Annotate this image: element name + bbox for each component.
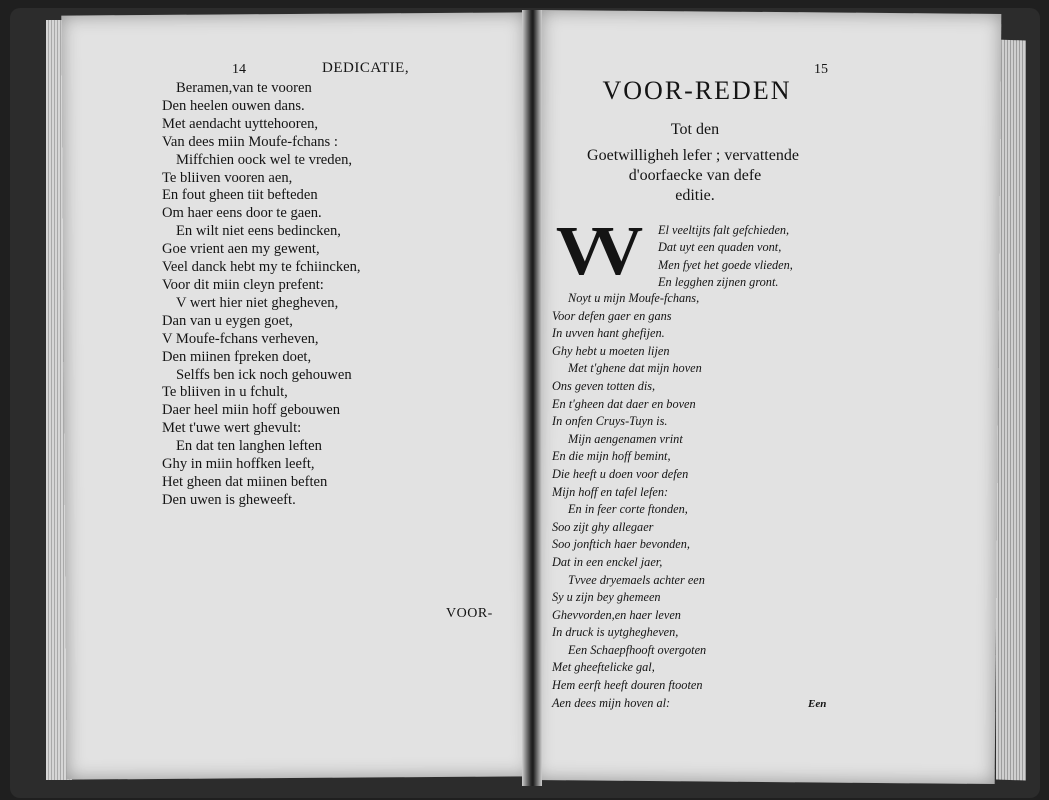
right-verse-line: Die heeft u doen voor defen [552, 466, 689, 481]
right-verse-line: In uvven hant ghefijen. [552, 326, 665, 341]
left-verse-line: Met t'uwe wert ghevult: [162, 420, 302, 437]
right-verse-line: Een Schaepfhooft overgoten [568, 642, 707, 657]
right-verse-line: En in feer corte ftonden, [568, 502, 688, 517]
right-verse-line: Mijn aengenamen vrint [568, 431, 683, 446]
right-verse-line: Soo zijt ghy allegaer [552, 519, 654, 534]
left-verse-line: Voor dit miin cleyn prefent: [162, 276, 324, 293]
left-verse-line: Den miinen fpreken doet, [162, 348, 312, 365]
left-verse-line: Miffchien oock wel te vreden, [176, 151, 353, 168]
left-verse-line: Om haer eens door te gaen. [162, 205, 322, 222]
left-verse-line: Veel danck hebt my te fchiincken, [162, 259, 361, 276]
right-verse-line: Tvvee dryemaels achter een [568, 572, 705, 587]
page-edges-right [996, 39, 1026, 780]
right-verse-line: Mijn hoff en tafel lefen: [552, 484, 669, 499]
right-verse-line: Aen dees mijn hoven al: [552, 695, 671, 710]
left-catchword: VOOR- [446, 606, 493, 621]
right-verse-line: Met t'ghene dat mijn hoven [568, 361, 702, 376]
drop-cap-verse-line: Dat uyt een quaden vont, [658, 240, 782, 255]
subtitle-line-3: d'oorfaecke van defe [628, 167, 762, 184]
right-verse-line: Noyt u mijn Moufe-fchans, [568, 291, 700, 305]
left-verse-line: V wert hier niet ghegheven, [176, 294, 339, 311]
left-verse-line: Den heelen ouwen dans. [162, 97, 305, 114]
subtitle-line-4: editie. [675, 187, 715, 204]
left-verse-line: Ghy in miin hoffken leeft, [162, 456, 315, 473]
left-verse-line: En wilt niet eens bedincken, [176, 223, 341, 240]
right-verse-line: En t'gheen dat daer en boven [552, 396, 696, 411]
left-verse [162, 80, 492, 510]
left-verse-line: En dat ten langhen leften [176, 438, 322, 455]
left-verse-line: Beramen,van te vooren [176, 80, 312, 96]
subtitle-line-1: Tot den [670, 121, 720, 138]
left-page-number: 14 [232, 62, 246, 77]
left-verse-line: Met aendacht uyttehooren, [162, 115, 319, 132]
right-verse-line: Ghevvorden,en haer leven [552, 607, 681, 622]
left-verse-line: Te bliiven in u fchult, [162, 384, 288, 401]
drop-cap-verse-line: En legghen zijnen gront. [658, 275, 779, 290]
right-verse-line: Ghy hebt u moeten lijen [552, 343, 670, 358]
page-title: VOOR-REDEN [602, 76, 792, 105]
left-verse-line: En fout gheen tiit befteden [162, 187, 318, 204]
left-verse-line: Goe vrient aen my gewent, [162, 241, 320, 258]
drop-cap-verse-line: El veeltijts falt gefchieden, [658, 223, 790, 237]
right-verse-line: Soo jonftich haer bevonden, [552, 537, 690, 552]
right-verse-line: Sy u zijn bey ghemeen [552, 590, 661, 605]
left-verse-line: Dan van u eygen goet, [162, 312, 293, 329]
right-verse-line: En die mijn hoff bemint, [552, 449, 671, 464]
right-verse-line: In onfen Cruys-Tuyn is. [552, 414, 668, 429]
right-verse-line: Dat in een enckel jaer, [552, 554, 663, 569]
book-gutter [522, 10, 542, 786]
drop-cap: VV [556, 213, 630, 290]
right-verse-line: In druck is uytghegheven, [552, 625, 679, 640]
right-verse-line: Hem eerft heeft douren ftooten [552, 678, 703, 693]
left-verse-line: Selffs ben ick noch gehouwen [176, 366, 352, 383]
subtitle-line-2: Goetwilligheh lefer ; vervattende [587, 147, 799, 164]
left-verse-line: Van dees miin Moufe-fchans : [162, 133, 338, 150]
right-catchword: Een [808, 698, 827, 710]
left-verse-line: V Moufe-fchans verheven, [162, 330, 319, 347]
right-verse-line: Voor defen gaer en gans [552, 308, 672, 323]
right-verse [552, 290, 812, 712]
left-verse-line: Te bliiven vooren aen, [162, 169, 293, 186]
right-page-number: 15 [814, 62, 828, 77]
left-verse-line: Het gheen dat miinen beften [162, 473, 328, 490]
drop-cap-verse-line: Men fyet het goede vlieden, [658, 257, 793, 272]
left-verse-line: Den uwen is gheweeft. [162, 491, 296, 508]
drop-cap-verse [658, 222, 858, 292]
right-verse-line: Met gheeftelicke gal, [552, 660, 655, 675]
left-verse-line: Daer heel miin hoff gebouwen [162, 402, 341, 419]
right-verse-line: Ons geven totten dis, [552, 378, 656, 393]
left-running-head: DEDICATIE, [322, 60, 410, 76]
